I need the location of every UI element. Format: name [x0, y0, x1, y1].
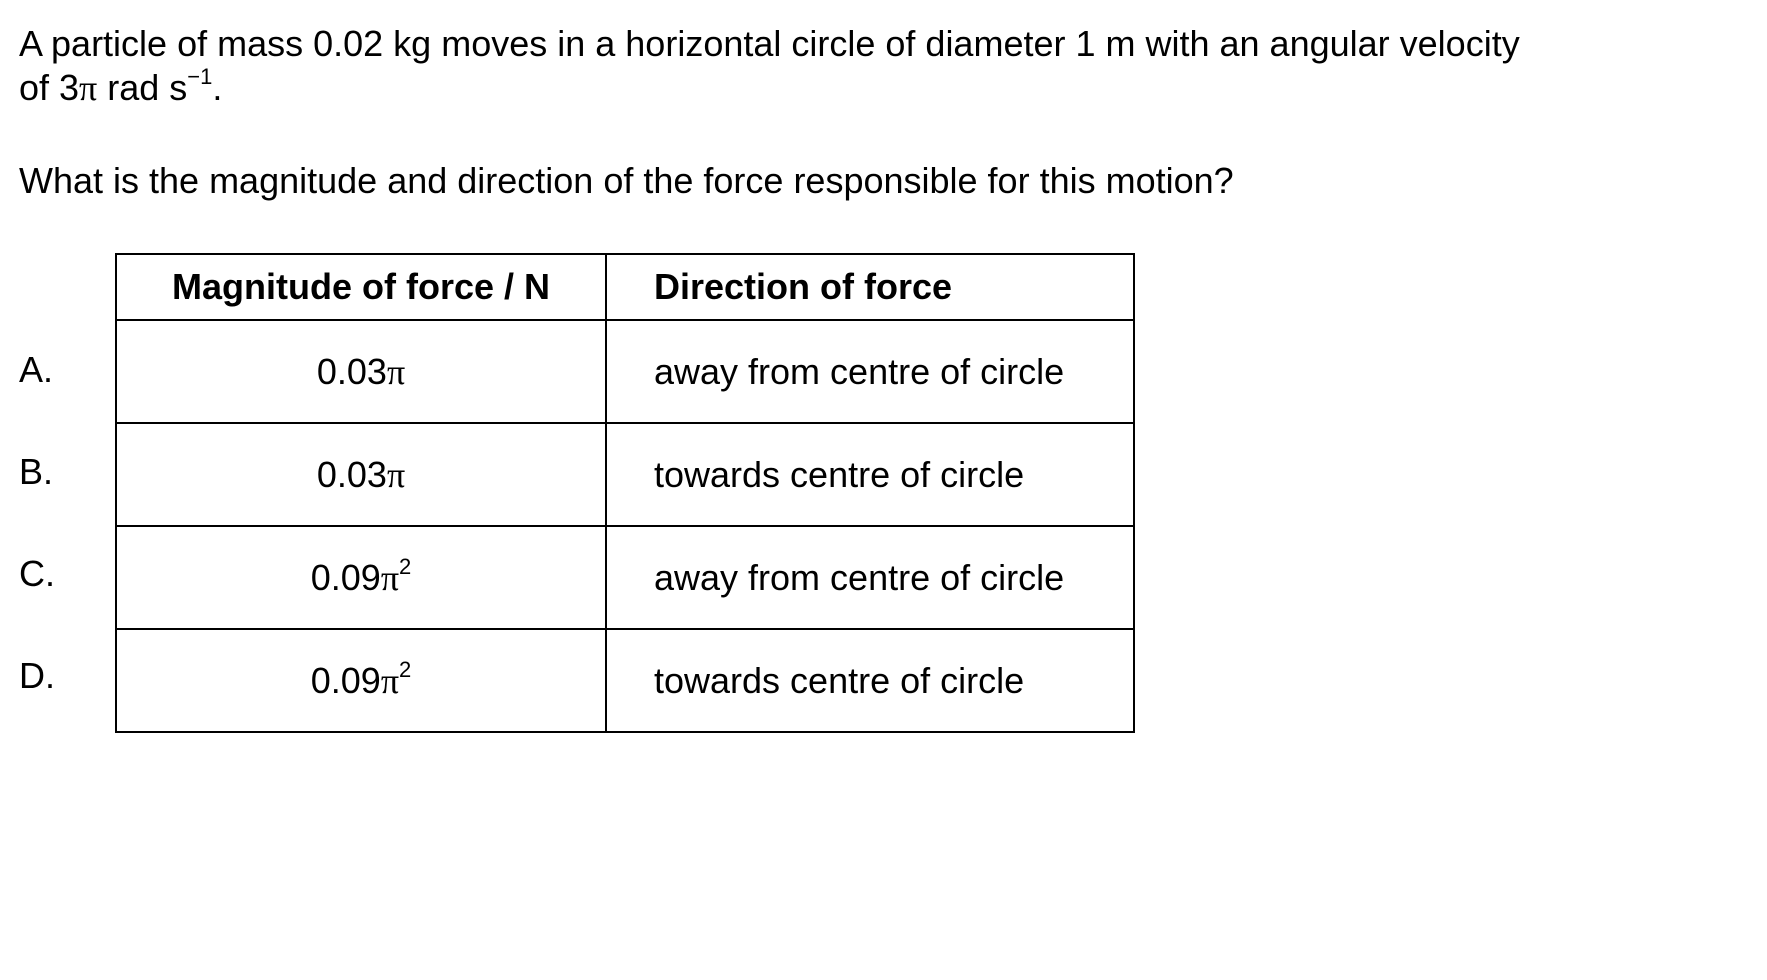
option-c-direction: away from centre of circle: [606, 526, 1134, 629]
option-row-a: [116, 320, 1134, 423]
pi-symbol: π: [386, 351, 406, 392]
pi-symbol: π: [380, 660, 399, 701]
question-prompt: What is the magnitude and direction of the force responsible for this motion?: [19, 160, 1234, 201]
option-row-c: [116, 526, 1134, 629]
option-d-magnitude: [116, 629, 606, 732]
option-row-d: [116, 629, 1134, 732]
option-c-exponent: 2: [399, 553, 412, 579]
option-b-magnitude: [116, 423, 606, 526]
option-a-direction: away from centre of circle: [606, 320, 1134, 423]
option-row-b: [116, 423, 1134, 526]
option-letter-a: A.: [19, 349, 54, 390]
magnitude-header: Magnitude of force / N: [116, 254, 606, 320]
direction-header: Direction of force: [606, 254, 1134, 320]
option-letter-c: C.: [19, 553, 55, 594]
option-a-magnitude: [116, 320, 606, 423]
header-row: [116, 254, 1134, 320]
stem-line-1: A particle of mass 0.02 kg moves in a horizontal circle of diameter 1 m with an angular velocity: [19, 23, 1520, 64]
option-letter-b: B.: [19, 451, 54, 492]
option-d-coefficient: 0.09: [310, 659, 381, 701]
option-b-direction: towards centre of circle: [606, 423, 1134, 526]
question-stem: [19, 22, 1719, 110]
option-b-coefficient: 0.03: [316, 453, 387, 495]
option-d-direction: towards centre of circle: [606, 629, 1134, 732]
options-table: [115, 253, 1135, 733]
stem-unit: rad s: [97, 67, 188, 108]
pi-symbol: π: [79, 68, 98, 108]
option-c-coefficient: 0.09: [310, 556, 381, 598]
pi-symbol: π: [386, 454, 406, 495]
stem-end: .: [212, 67, 223, 108]
option-c-magnitude: [116, 526, 606, 629]
stem-line-2: [19, 66, 1719, 110]
option-d-exponent: 2: [399, 656, 412, 682]
option-a-coefficient: 0.03: [316, 350, 387, 392]
option-letter-d: D.: [19, 655, 55, 696]
unit-exponent: −1: [187, 64, 213, 89]
stem-prefix: of 3: [19, 67, 80, 108]
pi-symbol: π: [380, 557, 399, 598]
